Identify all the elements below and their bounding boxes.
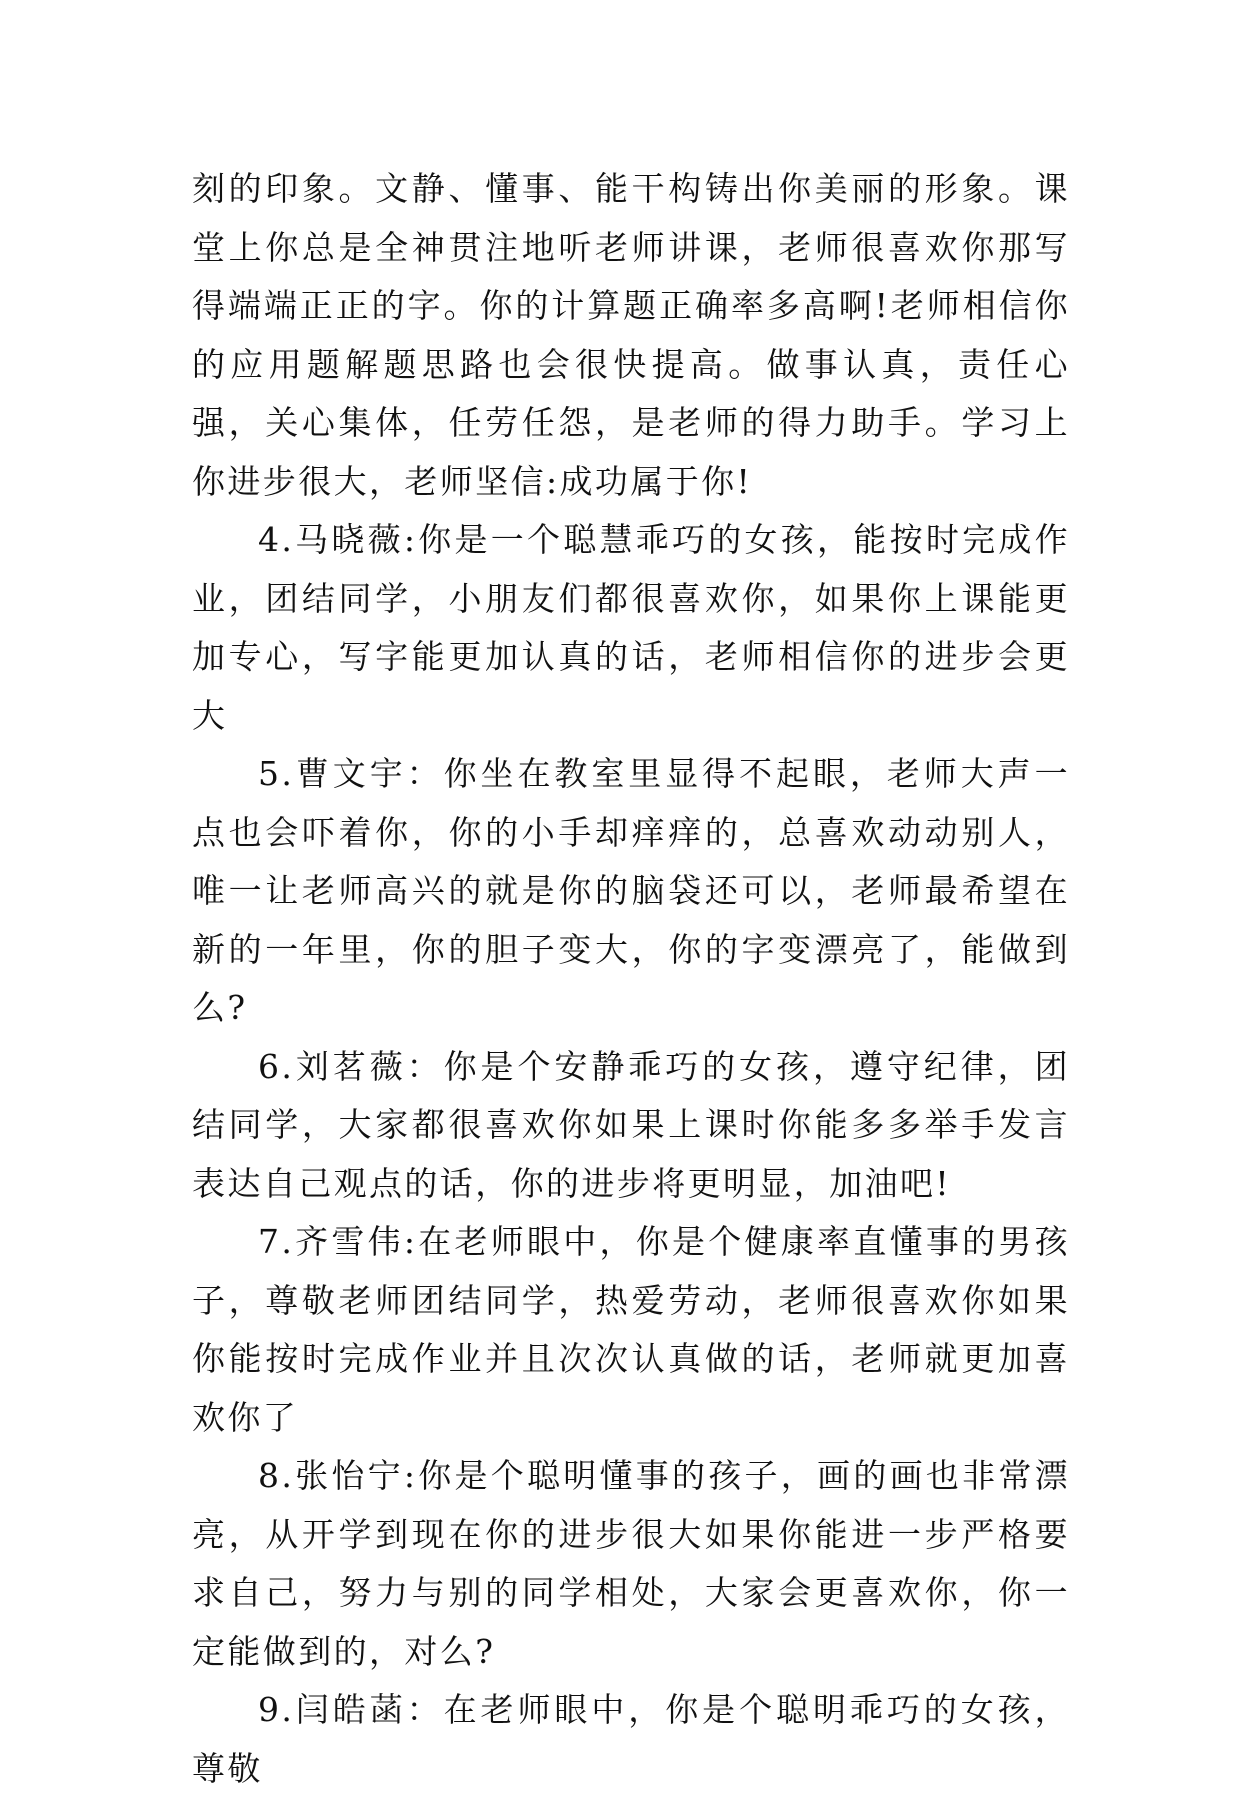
paragraph-comment-8: 8.张怡宁:你是个聪明懂事的孩子，画的画也非常漂亮，从开学到现在你的进步很大如果你能进一步严格要求自己，努力与别的同学相处，大家会更喜欢你，你一定能做到的，对么?: [192, 1456, 1070, 1671]
paragraph-comment-5: 5.曹文宇：你坐在教室里显得不起眼，老师大声一点也会吓着你，你的小手却痒痒的，总喜欢动动别人，唯一让老师高兴的就是你的脑袋还可以，老师最希望在新的一年里，你的胆子变大，你的字变漂亮了，能做到么?: [192, 754, 1070, 1027]
paragraph-comment-4: 4.马晓薇:你是一个聪慧乖巧的女孩，能按时完成作业，团结同学，小朋友们都很喜欢你，如果你上课能更加专心，写字能更加认真的话，老师相信你的进步会更大: [192, 520, 1070, 735]
paragraph-comment-6: 6.刘茗薇：你是个安静乖巧的女孩，遵守纪律，团结同学，大家都很喜欢你如果上课时你能多多举手发言表达自己观点的话，你的进步将更明显，加油吧!: [192, 1046, 1070, 1203]
paragraph-comment-7: 7.齐雪伟:在老师眼中，你是个健康率直懂事的男孩子，尊敬老师团结同学，热爱劳动，老师很喜欢你如果你能按时完成作业并且次次认真做的话，老师就更加喜欢你了: [192, 1222, 1070, 1437]
document-page: [192, 160, 1070, 1798]
paragraph-continuation: 刻的印象。文静、懂事、能干构铸出你美丽的形象。课堂上你总是全神贯注地听老师讲课，老师很喜欢你那写得端端正正的字。你的计算题正确率多高啊!老师相信你的应用题解题思路也会很快提高。做事认真，责任心强，关心集体，任劳任怨，是老师的得力助手。学习上你进步很大，老师坚信:成功属于你!: [192, 169, 1070, 501]
paragraph-comment-9: 9.闫皓菡：在老师眼中，你是个聪明乖巧的女孩，尊敬: [192, 1690, 1070, 1788]
